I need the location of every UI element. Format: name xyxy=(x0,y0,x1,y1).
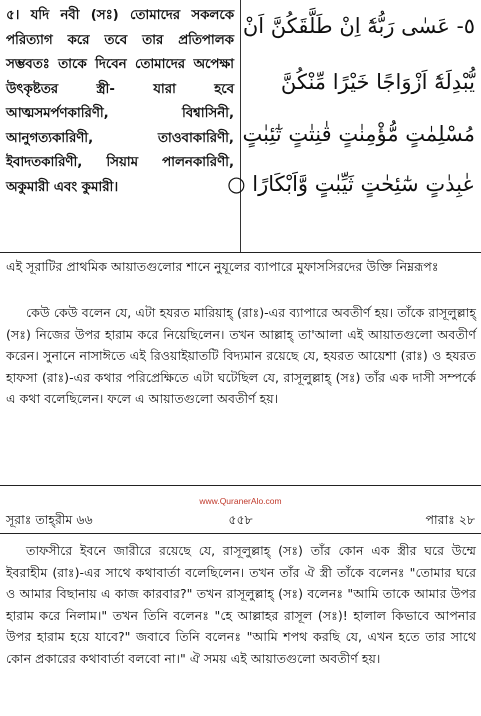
arabic-verse-column xyxy=(227,0,481,252)
intro-text: এই সূরাটির প্রাথমিক আয়াতগুলোর শানে নুযূলের ব্যাপারে মুফাসসিরদের উক্তি নিম্নরূপঃ xyxy=(6,259,439,274)
footer-top-divider xyxy=(0,485,481,486)
para-label: পারাঃ ২৮ xyxy=(425,512,475,527)
arabic-line-3: مُسْلِمٰتٍ مُّؤْمِنٰتٍ قٰنِتٰتٍ تٰٓئِبٰتٍ xyxy=(242,122,475,146)
bengali-verse-column xyxy=(0,0,241,252)
arabic-line-4: عٰبِدٰتٍ سٰٓئِحٰتٍ ثَيِّبٰتٍ وَّاَبْكَارًا ○ xyxy=(227,172,475,196)
paragraph-maria: কেউ কেউ বলেন যে, এটা হযরত মারিয়াহ্ (রাঃ)-এর ব্যাপারে অবতীর্ণ হয়। তাঁকে রাসূলুল্লাহ্ (সঃ) নিজের উপর হারাম করে নিয়েছিলেন। তখন আল্লাহ্ তা'আলা এই আয়াতগুলো অবতীর্ণ করেন। সুনানে নাসাঈতে এই রিওয়াইয়াতটি বিদ্যমান রয়েছে যে, হযরত আয়েশা (রাঃ) ও হযরত হাফসা (রাঃ)-এর কথার পরিপ্রেক্ষিতে এটা ঘটেছিল যে, রাসূলুল্লাহ্ (সঃ) তাঁর এক দাসী সম্পর্কে এ কথা বলেছিলেন। ফলে এ আয়াতগুলো অবতীর্ণ হয়। xyxy=(6,305,476,406)
bengali-verse-text: ৫। যদি নবী (সঃ) তোমাদের সকলকে পরিত্যাগ করে তবে তার প্রতিপালক সম্ভবতঃ তাকে দিবেন তোমাদের অপেক্ষা উৎকৃষ্টতর স্ত্রী- যারা হবে আত্মসমর্পণকারিণী, বিশ্বাসিনী, আনুগত্যকারিণী, তাওবাকারিণী, ইবাদতকারিণী, সিয়াম পালনকারিণী, অকুমারী এবং কুমারী। xyxy=(6,8,234,195)
page-number: ৫৫৮ xyxy=(228,512,253,527)
arabic-line-2: يُّبْدِلَهٗٓ اَزْوَاجًا خَيْرًا مِّنْكُنَّ xyxy=(280,70,475,94)
website-watermark: www.QuranerAlo.com xyxy=(199,496,282,506)
arabic-line-1: ٥- عَسٰى رَبُّهٗٓ اِنْ طَلَّقَكُنَّ اَنْ xyxy=(242,14,475,38)
page-footer xyxy=(0,508,481,530)
paragraph-ibn-jarir: তাফসীরে ইবনে জারীরে রয়েছে যে, রাসূলুল্লাহ্ (সঃ) তাঁর কোন এক স্ত্রীর ঘরে উম্মে ইবরাহীম (রাঃ)-এর সাথে কথাবার্তা বলেছিলেন। তখন তাঁর ঐ স্ত্রী তাঁকে বলেনঃ "তোমার ঘরে ও আমার বিছানায় এ কাজ কারবার?" তখন রাসূলুল্লাহ্ (সঃ) বলেনঃ "আমি তাকে আমার উপর হারাম করে নিলাম।" তখন তিনি বলেনঃ "হে আল্লাহর রাসূল (সঃ)! হালাল কিভাবে আপনার উপর হারাম হয়ে যাবে?" জবাবে তিনি বলেনঃ "আমি শপথ করছি যে, এখন হতে তার সাথে কোন প্রকারের কথাবার্তা বলবো না।" ঐ সময় এই আয়াতগুলো অবতীর্ণ হয়। xyxy=(6,543,476,666)
surah-label: সূরাঃ তাহ্‌রীম ৬৬ xyxy=(6,512,93,527)
footer-bottom-divider xyxy=(0,533,481,534)
section-divider xyxy=(0,252,481,253)
